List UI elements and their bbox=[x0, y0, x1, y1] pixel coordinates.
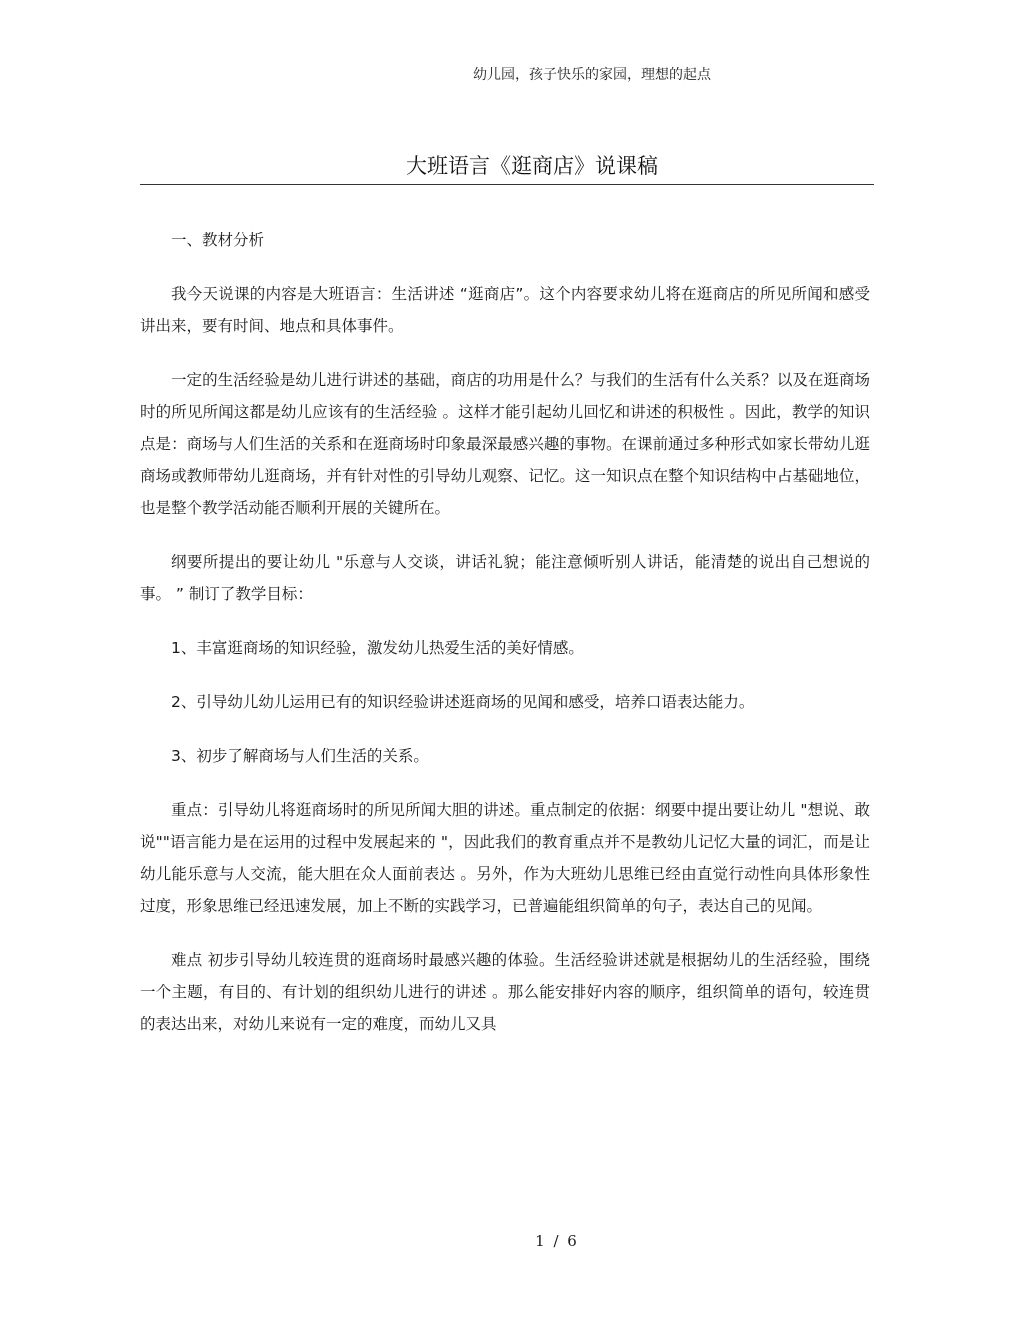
paragraph: 一定的生活经验是幼儿进行讲述的基础，商店的功用是什么？与我们的生活有什么关系？以及在逛商场时的所见所闻这都是幼儿应该有的生活经验 。这样才能引起幼儿回忆和讲述的积极性 。因此，教学的知识点是：商场与人们生活的关系和在逛商场时印象最深最感兴趣的事物。在课前通过多种形式如家长带幼儿逛商场或教师带幼儿逛商场，并有针对性的引导幼儿观察、记忆。这一知识点在整个知识结构中占基础地位，也是整个教学活动能否顺利开展的关键所在。 bbox=[140, 371, 870, 517]
title-block bbox=[140, 150, 874, 185]
page-number: 1 / 6 bbox=[535, 1232, 579, 1250]
document-title: 大班语言《逛商店》说课稿 bbox=[406, 154, 658, 178]
paragraph: 我今天说课的内容是大班语言：生活讲述 “逛商店”。这个内容要求幼儿将在逛商店的所见所闻和感受讲出来，要有时间、地点和具体事件。 bbox=[140, 285, 870, 335]
page-header: 幼儿园，孩子快乐的家园，理想的起点 bbox=[473, 67, 711, 83]
document-body bbox=[140, 224, 870, 1062]
paragraph: 难点 初步引导幼儿较连贯的逛商场时最感兴趣的体验。生活经验讲述就是根据幼儿的生活经验，围绕一个主题，有目的、有计划的组织幼儿进行的讲述 。那么能安排好内容的顺序，组织简单的语句，较连贯的表达出来，对幼儿来说有一定的难度，而幼儿又具 bbox=[140, 951, 870, 1033]
paragraph: 纲要所提出的要让幼儿 "乐意与人交谈，讲话礼貌；能注意倾听别人讲话，能清楚的说出自己想说的事。 ” 制订了教学目标： bbox=[140, 553, 870, 603]
goal-item: 2、引导幼儿幼儿运用已有的知识经验讲述逛商场的见闻和感受，培养口语表达能力。 bbox=[171, 693, 755, 711]
goal-item: 1、丰富逛商场的知识经验，激发幼儿热爱生活的美好情感。 bbox=[171, 639, 584, 657]
paragraph: 重点：引导幼儿将逛商场时的所见所闻大胆的讲述。重点制定的依据：纲要中提出要让幼儿 "想说、敢说""语言能力是在运用的过程中发展起来的 "，因此我们的教育重点并不是教幼儿记忆大量的词汇，而是让幼儿能乐意与人交流，能大胆在众人面前表达 。另外，作为大班幼儿思维已经由直觉行动性向具体形象性过度，形象思维已经迅速发展，加上不断的实践学习，已普遍能组织简单的句子，表达自己的见闻。 bbox=[140, 801, 870, 915]
section-heading: 一、教材分析 bbox=[171, 231, 265, 249]
goal-item: 3、初步了解商场与人们生活的关系。 bbox=[171, 747, 429, 765]
